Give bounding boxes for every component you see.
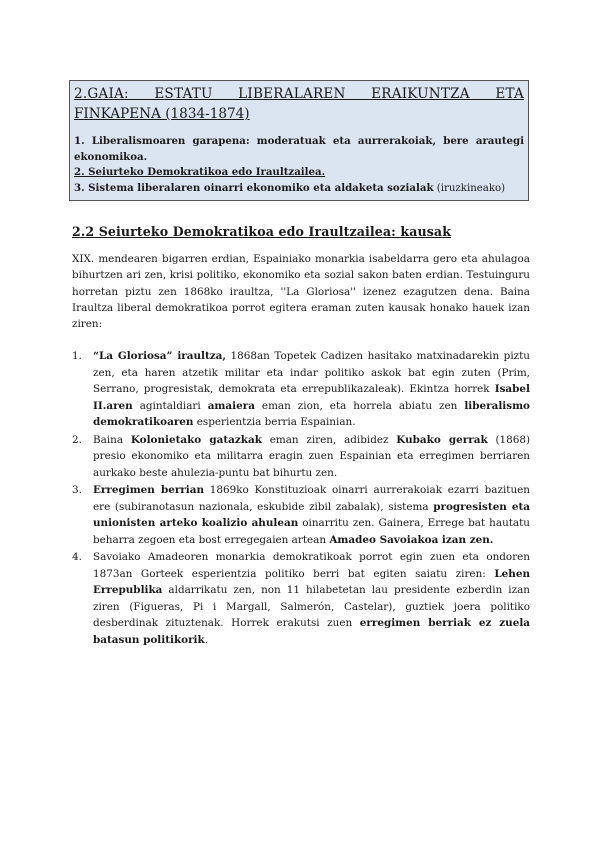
section-subtitle: 2.2 Seiurteko Demokratikoa edo Iraultzailea: kausak (72, 224, 452, 239)
item-number: 2. (72, 433, 82, 446)
item-text-bold: “La Gloriosa” iraultza, (93, 350, 227, 362)
topic-header-box (69, 80, 529, 201)
item-text: 1869ko Konstituzioak oinarri aurrerakoiak ezarri bazituen ere (subiranotasun nazionala, eskubide zibil zabalak), sistema (93, 484, 531, 513)
item-text-bold: Erregimen berrian (93, 484, 205, 496)
item-text: oinarritu zen. Gainera, Errege bat hautatu beharra zegoen eta bost erregegaien artean (93, 517, 530, 546)
item-text: 1868an Topetek Cadizen hasitako matxinadarekin piztu zen, eta haren atzetik militar eta indar politiko askok bat egin zuten (Prim, Serrano, progresistak, demokrata eta errepublikazaleak). Ekintza horrek (93, 350, 530, 395)
unit-title: 2.GAIA: ESTATU LIBERALAREN ERAIKUNTZA ETA (74, 86, 524, 102)
item-number: 3. (72, 484, 82, 496)
item-text-bold: Kubako gerrak (396, 433, 488, 446)
topic-3 (74, 181, 524, 197)
item-text-bold: erregimen berriak ez zuela batasun politikorik (93, 617, 531, 646)
topic-3-bold: 3. Sistema liberalaren oinarri ekonomiko eta aldaketa sozialak (74, 181, 434, 194)
list-item (72, 348, 530, 431)
item-text: eman zion, eta horrela abiatu zen (254, 399, 465, 412)
item-text: Baina (93, 433, 131, 446)
item-text-bold: liberalismo demokratikoaren (93, 399, 530, 428)
item-text-bold: Kolonietako gatazkak (130, 433, 262, 446)
item-text-bold: amaiera (207, 399, 255, 412)
item-number: 1. (72, 350, 82, 362)
topic-1-continued: ekonomikoa. (74, 150, 148, 163)
list-item (72, 432, 530, 482)
item-number: 4. (72, 551, 82, 563)
list-item (72, 549, 530, 648)
item-text: (1868) presio ekonomiko eta militarra eragin zuen Espainian eta erregimen berriaren aurkako beste ahulezia-puntu bat bihurtu zen. (93, 433, 531, 479)
item-text: esperientzia berria Espainian. (193, 416, 356, 428)
item-text: . (204, 633, 209, 646)
list-item (72, 482, 530, 548)
item-text: Savoiako Amadeoren monarkia demokratikoak porrot egin zuen eta ondoren 1873an Gorteek esperientzia politiko berri bat egiten saiatu ziren: (93, 551, 530, 580)
item-text: aldarrikatu zen, non 11 hilabetetan lau presidente ezberdin izan ziren (Figueras, Pi i Margall, Salmerón, Castelar), guztiek joera politiko desberdinak zituztenak. Horrek erakutsi zuen (93, 584, 530, 629)
topic-3-note: (iruzkineako) (433, 182, 506, 194)
causes-list (72, 348, 530, 649)
item-text-bold: Lehen Errepublika (93, 567, 530, 596)
intro-paragraph: XIX. mendearen bigarren erdian, Espainiako monarkia isabeldarra gero eta ahulagoa bihurtzen ari zen, krisi politiko, ekonomiko eta sozial sakon baten erdian. Testuinguru horretan piztu zen 1868ko iraultza, ''La Gloriosa'' izenez ezagutzen dena. Baina Iraultza liberal demokratikoa porrot egitera eraman zuten kausak honako hauek izan ziren: (72, 253, 530, 331)
topic-1: 1. Liberalismoaren garapena: moderatuak eta aurrerakoiak, bere arautegi (74, 135, 524, 147)
topic-list (74, 134, 524, 196)
item-text-bold: Isabel II.aren (93, 383, 530, 412)
item-text: eman ziren, adibidez (261, 433, 397, 446)
item-text-bold: progresisten eta unionisten arteko koalizio ahulean (93, 500, 530, 529)
topic-2: 2. Seiurteko Demokratikoa edo Iraultzailea. (74, 166, 326, 178)
unit-title-continued: FINKAPENA (1834-1874) (74, 106, 250, 122)
item-text: agintaldiari (132, 399, 208, 412)
item-text-bold: Amadeo Savoiakoa izan zen. (329, 533, 494, 546)
